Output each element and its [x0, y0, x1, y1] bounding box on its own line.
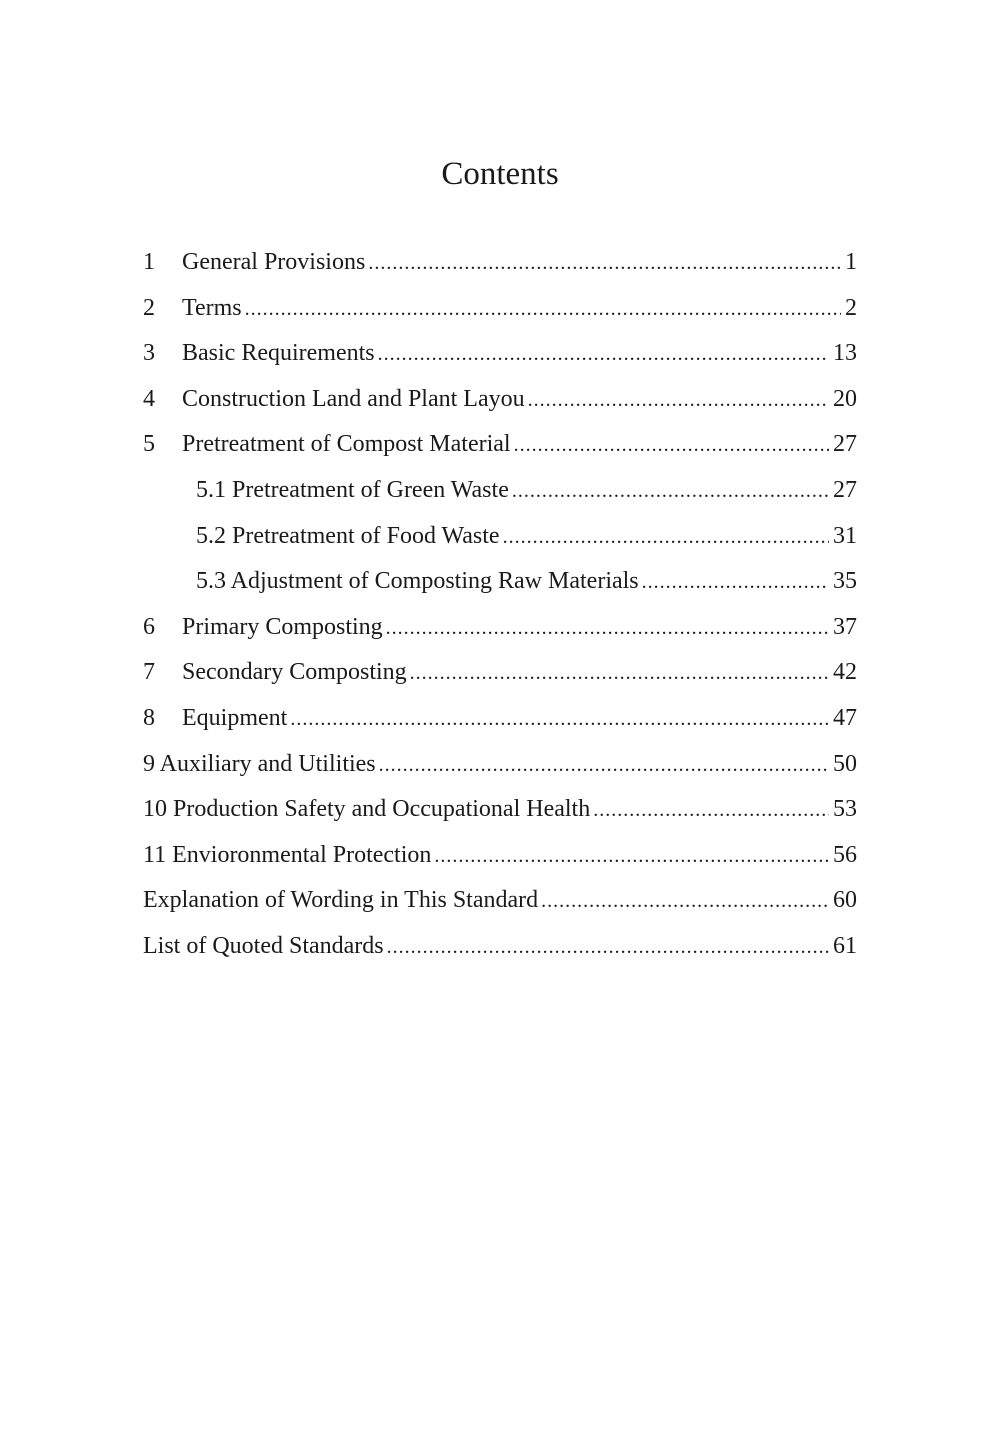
toc-entry[interactable] [143, 742, 857, 788]
toc-entry-page-number: 61 [833, 932, 857, 959]
toc-entry-page-number: 53 [833, 796, 857, 823]
toc-entry-page-number: 60 [833, 887, 857, 914]
toc-entry-number: 4 [143, 385, 155, 412]
toc-entry[interactable] [143, 422, 857, 468]
toc-entry[interactable] [143, 514, 857, 560]
table-of-contents [143, 240, 857, 970]
toc-entry-page-number: 1 [845, 249, 857, 275]
toc-dot-leader [528, 378, 829, 424]
toc-entry-title: Basic Requirements [182, 340, 375, 367]
toc-entry-title: List of Quoted Standards [143, 932, 384, 959]
toc-entry-page-number: 56 [833, 841, 857, 868]
toc-entry[interactable] [143, 331, 857, 377]
toc-entry-page-number: 2 [845, 294, 857, 321]
toc-dot-leader [290, 697, 829, 743]
toc-entry-title: Secondary Composting [182, 659, 407, 686]
toc-entry-page-number: 31 [833, 522, 857, 549]
toc-entry-title: Primary Composting [182, 613, 383, 640]
toc-dot-leader [245, 287, 841, 333]
toc-entry-page-number: 42 [833, 659, 857, 686]
toc-entry[interactable] [143, 377, 857, 423]
toc-entry[interactable] [143, 650, 857, 696]
toc-entry-number: 1 [143, 249, 155, 275]
toc-entry-number: 6 [143, 613, 155, 640]
toc-entry-page-number: 20 [833, 385, 857, 412]
toc-entry-title: General Provisions [182, 249, 366, 275]
toc-entry-title: Equipment [182, 704, 288, 731]
toc-entry[interactable] [143, 787, 857, 833]
toc-entry-page-number: 27 [833, 431, 857, 458]
toc-dot-leader [387, 925, 829, 971]
toc-entry-page-number: 13 [833, 340, 857, 367]
toc-entry-title: Explanation of Wording in This Standard [143, 887, 539, 914]
toc-entry-number: 2 [143, 294, 155, 321]
toc-entry-number: 3 [143, 340, 155, 367]
toc-entry[interactable] [143, 605, 857, 651]
toc-entry[interactable] [143, 696, 857, 742]
toc-dot-leader [503, 515, 829, 561]
toc-entry-number: 5 [143, 431, 155, 458]
toc-entry-title: 5.3 Adjustment of Composting Raw Materials [196, 568, 639, 595]
toc-entry-page-number: 35 [833, 568, 857, 595]
toc-dot-leader [514, 423, 829, 469]
toc-entry[interactable] [143, 240, 857, 286]
toc-dot-leader [386, 606, 829, 652]
page-title: Contents [441, 156, 559, 192]
toc-entry-title: Terms [182, 294, 242, 321]
toc-entry-page-number: 47 [833, 704, 857, 731]
toc-dot-leader [541, 879, 829, 925]
toc-dot-leader [593, 788, 829, 834]
toc-entry-title: 9 Auxiliary and Utilities [143, 750, 376, 777]
toc-dot-leader [512, 469, 829, 515]
toc-entry[interactable] [143, 878, 857, 924]
toc-entry-title: 10 Production Safety and Occupational Health [143, 796, 591, 823]
toc-entry[interactable] [143, 468, 857, 514]
toc-entry-title: 11 Envioronmental Protection [143, 841, 432, 868]
toc-entry[interactable] [143, 833, 857, 879]
toc-entry-page-number: 37 [833, 613, 857, 640]
toc-entry-page-number: 27 [833, 476, 857, 503]
toc-dot-leader [642, 560, 829, 606]
toc-dot-leader [368, 241, 841, 287]
toc-entry-title: 5.1 Pretreatment of Green Waste [196, 476, 509, 503]
toc-dot-leader [410, 651, 829, 697]
toc-entry-page-number: 50 [833, 750, 857, 777]
toc-entry[interactable] [143, 286, 857, 332]
toc-entry[interactable] [143, 559, 857, 605]
toc-dot-leader [378, 332, 829, 378]
toc-entry[interactable] [143, 924, 857, 970]
toc-entry-number: 8 [143, 704, 155, 731]
toc-dot-leader [434, 834, 829, 880]
toc-entry-title: Pretreatment of Compost Material [182, 431, 511, 458]
toc-entry-number: 7 [143, 659, 155, 686]
toc-dot-leader [379, 743, 829, 789]
toc-entry-title: 5.2 Pretreatment of Food Waste [196, 522, 500, 549]
toc-entry-title: Construction Land and Plant Layou [182, 385, 525, 412]
